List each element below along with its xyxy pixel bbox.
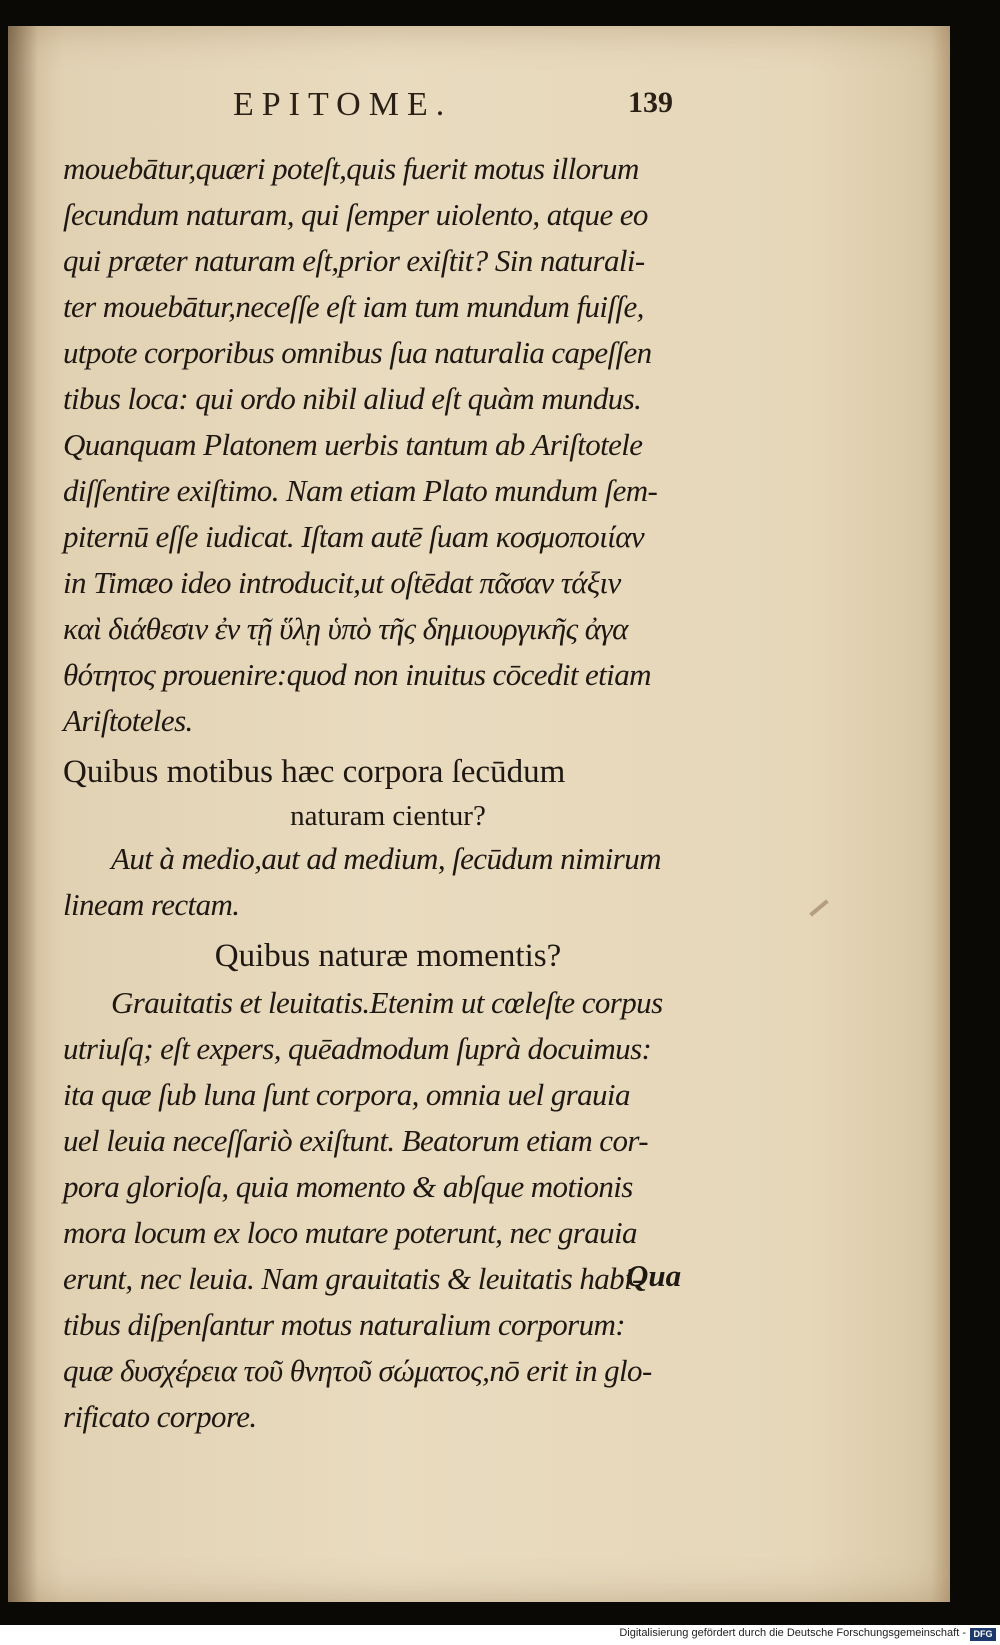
text-line: utpote corporibus omnibus ſua naturalia capeſſen: [63, 335, 652, 370]
text-line: in Timæo ideo introducit,ut oſtēdat πᾶσαν τάξιν: [63, 565, 621, 600]
digitization-footer: [0, 1625, 1000, 1645]
text-line: ſecundum naturam, qui ſemper uiolento, atque eo: [63, 197, 648, 232]
text-line: mouebātur,quæri poteſt,quis fuerit motus illorum: [63, 151, 639, 186]
text-line: Quanquam Platonem uerbis tantum ab Ariſtotele: [63, 427, 643, 462]
question-heading: Quibus motibus hæc corpora ſecūdum: [63, 754, 566, 790]
answer-line: uel leuia neceſſariò exiſtunt. Beatorum etiam cor-: [63, 1123, 648, 1158]
footer-credit: Digitalisierung gefördert durch die Deutsche Forschungsgemeinschaft -: [619, 1627, 966, 1639]
answer-line: quæ δυσχέρεια τοῦ θνητοῦ σώματος,nō erit in glo-: [63, 1353, 652, 1388]
dfg-logo: DFG: [970, 1628, 996, 1641]
question-heading: Quibus naturæ momentis?: [214, 938, 562, 974]
text-line: diſſentire exiſtimo. Nam etiam Plato mundum ſem-: [63, 473, 658, 508]
question-heading-cont: naturam cientur?: [290, 800, 486, 832]
ink-stain: [809, 899, 828, 916]
answer-line: mora locum ex loco mutare poterunt, nec grauia: [63, 1215, 637, 1250]
text-line: tibus loca: qui ordo nibil aliud eſt quàm mundus.: [63, 381, 642, 416]
running-title: EPITOME.: [233, 86, 453, 123]
page-header: [8, 86, 950, 136]
page-edge: [932, 26, 950, 1602]
book-page: [8, 26, 950, 1602]
text-line: θότητος prouenire:quod non inuitus cōcedit etiam: [63, 657, 651, 692]
answer-line: Aut à medio,aut ad medium, ſecūdum nimirum: [111, 841, 661, 876]
answer-line: Grauitatis et leuitatis.Etenim ut cœleſte corpus: [111, 985, 663, 1020]
answer-line: pora glorioſa, quia momento & abſque motionis: [63, 1169, 633, 1204]
main-text: [63, 146, 713, 1440]
answer-line: ita quæ ſub luna ſunt corpora, omnia uel grauia: [63, 1077, 630, 1112]
text-line: qui præter naturam eſt,prior exiſtit? Sin naturali-: [63, 243, 645, 278]
answer-line: lineam rectam.: [63, 887, 240, 922]
text-line: piternū eſſe iudicat. Iſtam autē ſuam κοσμοποιίαν: [63, 519, 645, 554]
spine-shadow: [8, 26, 38, 1602]
answer-line: rificato corpore.: [63, 1399, 257, 1434]
answer-line: erunt, nec leuia. Nam grauitatis & leuitatis habi-: [63, 1261, 642, 1296]
answer-line: tibus diſpenſantur motus naturalium corporum:: [63, 1307, 626, 1342]
page-number: 139: [628, 86, 673, 119]
text-line: καὶ διάθεσιν ἐν τῇ ὕλῃ ὑπὸ τῆς δημιουργικῆς ἀγα: [63, 611, 628, 646]
catchword: Qua: [626, 1258, 682, 1293]
text-line: Ariſtoteles.: [63, 703, 193, 738]
text-line: ter mouebātur,neceſſe eſt iam tum mundum fuiſſe,: [63, 289, 644, 324]
answer-line: utriuſq; eſt expers, quēadmodum ſuprà docuimus:: [63, 1031, 652, 1066]
